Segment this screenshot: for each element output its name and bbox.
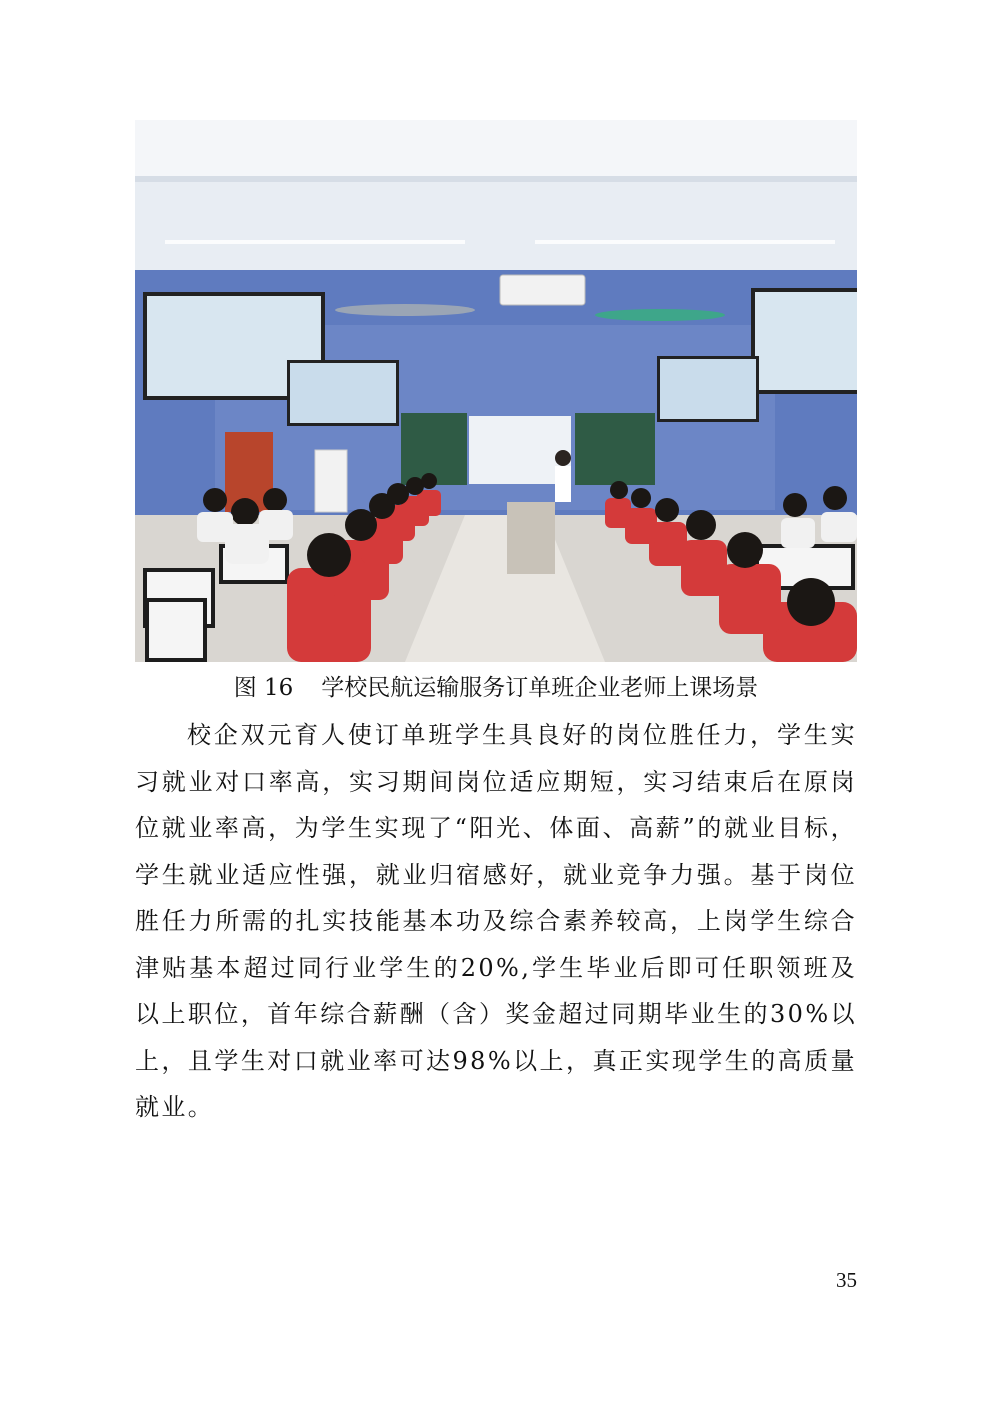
classroom-photo bbox=[135, 120, 857, 662]
body-paragraph: 校企双元育人使订单班学生具良好的岗位胜任力，学生实习就业对口率高，实习期间岗位适应期短，实习结束后在原岗位就业率高，为学生实现了“阳光、体面、高薪”的就业目标，学生就业适应性强，就业归宿感好，就业竞争力强。基于岗位胜任力所需的扎实技能基本功及综合素养较高，上岗学生综合津贴基本超过同行业学生的20%,学生毕业后即可任职领班及以上职位，首年综合薪酬（含）奖金超过同期毕业生的30%以上，且学生对口就业率可达98%以上，真正实现学生的高质量就业。 bbox=[135, 721, 857, 1121]
figure-caption-text: 学校民航运输服务订单班企业老师上课场景 bbox=[321, 675, 759, 701]
figure-number: 图 16 bbox=[233, 675, 294, 701]
page-number: 35 bbox=[836, 1268, 857, 1292]
figure-caption bbox=[135, 672, 857, 704]
